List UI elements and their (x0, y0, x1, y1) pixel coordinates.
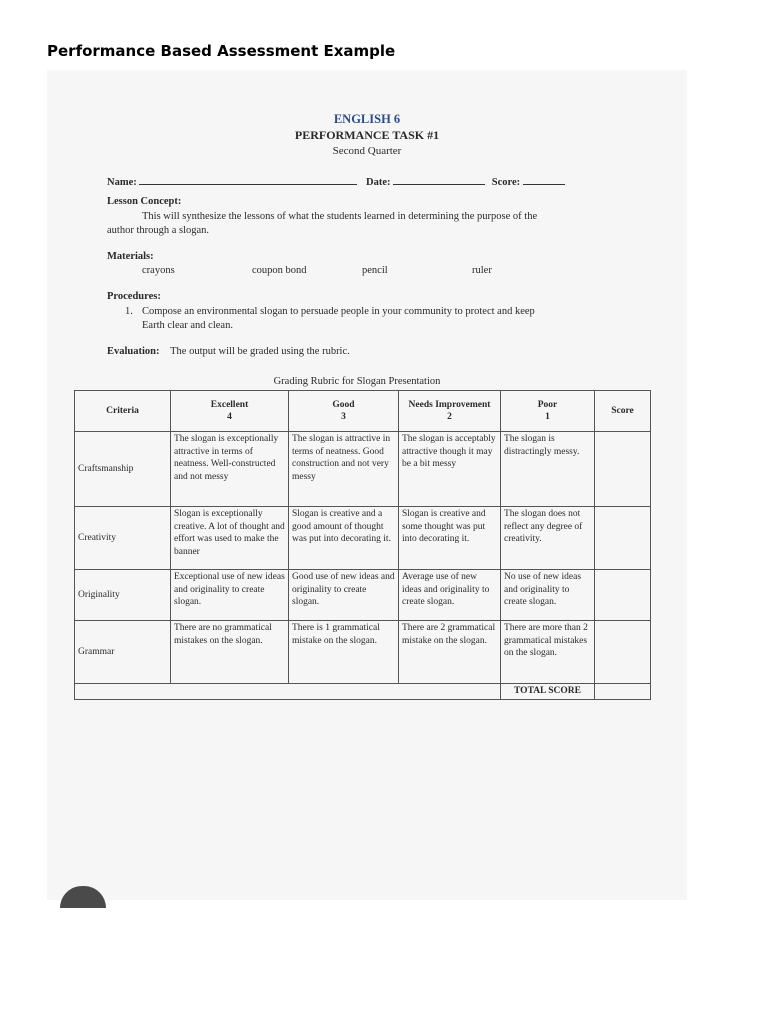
excellent-points: 4 (227, 412, 232, 422)
good-cell: The slogan is attractive in terms of neatness. Good construction and not very messy (289, 432, 399, 507)
poor-cell: The slogan does not reflect any degree of creativity. (501, 507, 595, 570)
good-points: 3 (341, 412, 346, 422)
excellent-label: Excellent (210, 399, 249, 410)
needs-improvement-cell: There are 2 grammatical mistake on the slogan. (399, 621, 501, 684)
score-cell (595, 621, 651, 684)
total-score-label: TOTAL SCORE (501, 684, 595, 700)
poor-cell: No use of new ideas and originality to create slogan. (501, 570, 595, 621)
material-item: ruler (472, 265, 492, 276)
lesson-concept-text-2: author through a slogan. (107, 225, 210, 236)
poor-cell: There are more than 2 grammatical mistakes on the slogan. (501, 621, 595, 684)
poor-header (501, 391, 595, 432)
criteria-cell: Grammar (75, 621, 171, 684)
rubric-caption: Grading Rubric for Slogan Presentation (273, 376, 441, 387)
procedure-number: 1. (125, 306, 133, 317)
scanned-worksheet (47, 70, 687, 900)
excellent-header (171, 391, 289, 432)
good-cell: There is 1 grammatical mistake on the slogan. (289, 621, 399, 684)
score-label: Score: (491, 177, 521, 188)
total-spacer-cell (75, 684, 501, 700)
evaluation-row (107, 346, 350, 357)
good-label: Good (332, 399, 355, 410)
criteria-header: Criteria (75, 391, 171, 432)
material-item: pencil (362, 265, 388, 276)
score-cell (595, 570, 651, 621)
procedure-text-2: Earth clear and clean. (142, 320, 233, 331)
date-label: Date: (366, 177, 391, 188)
good-cell: Slogan is creative and a good amount of thought was put into decorating it. (289, 507, 399, 570)
name-label: Name: (107, 177, 137, 188)
excellent-cell: Slogan is exceptionally creative. A lot of thought and effort was used to make the banner (171, 507, 289, 570)
excellent-cell: The slogan is exceptionally attractive in terms of neatness. Well-constructed and not messy (171, 432, 289, 507)
poor-points: 1 (545, 412, 550, 422)
score-header: Score (595, 391, 651, 432)
good-cell: Good use of new ideas and originality to create slogan. (289, 570, 399, 621)
criteria-cell: Originality (75, 570, 171, 621)
needs-improvement-header (399, 391, 501, 432)
needs-improvement-label: Needs Improvement (408, 399, 491, 410)
material-item: coupon bond (252, 265, 307, 276)
excellent-cell: There are no grammatical mistakes on the slogan. (171, 621, 289, 684)
total-score-cell (595, 684, 651, 700)
quarter-heading: Second Quarter (332, 145, 402, 157)
total-score-row (75, 684, 651, 700)
name-date-score-row (107, 175, 565, 188)
lesson-concept-label: Lesson Concept: (107, 196, 182, 207)
task-heading: PERFORMANCE TASK #1 (294, 128, 440, 142)
needs-improvement-cell: Average use of new ideas and originality to create slogan. (399, 570, 501, 621)
rubric-header-row (75, 391, 651, 432)
good-header (289, 391, 399, 432)
criteria-cell: Creativity (75, 507, 171, 570)
evaluation-text: The output will be graded using the rubric. (170, 346, 350, 357)
needs-improvement-cell: Slogan is creative and some thought was put into decorating it. (399, 507, 501, 570)
procedures-label: Procedures: (107, 291, 161, 302)
worksheet (47, 70, 687, 900)
excellent-cell: Exceptional use of new ideas and originality to create slogan. (171, 570, 289, 621)
needs-improvement-cell: The slogan is acceptably attractive though it may be a bit messy (399, 432, 501, 507)
name-blank (139, 175, 357, 185)
table-row (75, 570, 651, 621)
date-blank (393, 175, 485, 185)
evaluation-label: Evaluation: (107, 346, 160, 357)
page-title: Performance Based Assessment Example (47, 42, 396, 60)
score-cell (595, 507, 651, 570)
table-row (75, 432, 651, 507)
subject-heading: ENGLISH 6 (333, 112, 401, 126)
table-row (75, 621, 651, 684)
materials-label: Materials: (107, 251, 154, 262)
lesson-concept-text-1: This will synthesize the lessons of what the students learned in determining the purpose of the (142, 211, 538, 222)
table-row (75, 507, 651, 570)
needs-improvement-points: 2 (447, 412, 452, 422)
score-blank (523, 175, 565, 185)
poor-label: Poor (537, 399, 558, 410)
material-item: crayons (142, 265, 175, 276)
poor-cell: The slogan is distractingly messy. (501, 432, 595, 507)
procedure-text-1: Compose an environmental slogan to persuade people in your community to protect and keep (142, 306, 535, 317)
score-cell (595, 432, 651, 507)
rubric-table (74, 390, 651, 700)
criteria-cell: Craftsmanship (75, 432, 171, 507)
